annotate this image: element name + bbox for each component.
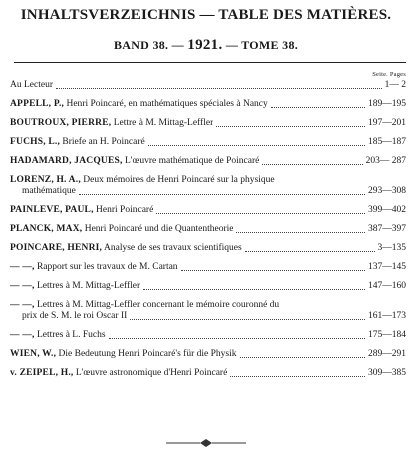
volume-line (0, 37, 412, 54)
toc-entry (10, 262, 406, 273)
entry-author: PLANCK, MAX, (10, 224, 83, 234)
entry-author: FUCHS, L., (10, 137, 61, 147)
entry-pages: 175—184 (368, 330, 406, 340)
entry-title: Briefe an H. Poincaré (62, 137, 145, 147)
leader-dots (230, 375, 365, 377)
leader-dots (79, 193, 365, 195)
leader-dots (236, 231, 365, 233)
entry-title: Lettres à L. Fuchs (36, 330, 106, 340)
toc-entry (10, 349, 406, 360)
entry-pages: 1— 2 (384, 80, 406, 90)
entry-title: Die Bedeutung Henri Poincaré's für die Physik (58, 349, 237, 359)
leader-dots (181, 269, 365, 271)
entry-pages: 161—173 (368, 311, 406, 321)
entry-author: — —, (10, 300, 35, 310)
entry-text (10, 175, 275, 186)
page-title: INHALTSVERZEICHNIS — TABLE DES MATIÈRES. (20, 7, 392, 23)
leader-dots (245, 250, 375, 252)
entry-pages: 399—402 (368, 205, 406, 215)
entry-author: HADAMARD, JACQUES, (10, 156, 123, 166)
pages-column-header: Seite. Pages (372, 71, 406, 78)
leader-dots (143, 288, 365, 290)
toc-entry (10, 300, 406, 322)
entry-pages: 387—397 (368, 224, 406, 234)
entry-text (10, 330, 106, 341)
header-rule (14, 62, 406, 63)
entry-title: Henri Poincaré (96, 205, 154, 215)
entry-title: Rapport sur les travaux de M. Cartan (36, 262, 178, 272)
entry-pages: 309—385 (368, 368, 406, 378)
toc-entry (10, 156, 406, 167)
entry-text (10, 205, 153, 216)
entry-pages: 203— 287 (365, 156, 406, 166)
year-label: 1921. (187, 37, 223, 53)
entry-title: Henri Poincaré und die Quantentheorie (84, 224, 234, 234)
entry-author: — —, (10, 281, 35, 291)
leader-dots (156, 212, 365, 214)
entry-title-cont: prix de S. M. le roi Oscar II (22, 311, 128, 321)
entry-author: POINCARÉ, HENRI, (10, 243, 103, 253)
entry-text (10, 118, 213, 129)
toc-entry (10, 205, 406, 216)
toc-entries (10, 80, 406, 387)
entry-author: PAINLEVÉ, PAUL, (10, 205, 94, 215)
entry-author: LORENZ, H. A., (10, 175, 81, 185)
entry-author: — —, (10, 330, 35, 340)
entry-title-cont: mathématique (22, 186, 76, 196)
entry-title: Analyse de ses travaux scientifiques (104, 243, 242, 253)
toc-entry (10, 137, 406, 148)
entry-text (10, 243, 242, 254)
entry-text (10, 368, 227, 379)
entry-text (10, 80, 53, 91)
entry-text (10, 349, 237, 360)
entry-pages: 289—291 (368, 349, 406, 359)
leader-dots (240, 356, 366, 358)
entry-author: BOUTROUX, PIERRE, (10, 118, 112, 128)
toc-entry (10, 80, 406, 91)
band-label: BAND 38. — (113, 38, 184, 52)
leader-dots (148, 144, 365, 146)
toc-entry (10, 243, 406, 254)
leader-dots (216, 125, 365, 127)
entry-pages: 293—308 (368, 186, 406, 196)
entry-author: WIEN, W., (10, 349, 57, 359)
leader-dots (262, 163, 362, 165)
entry-title: Lettres à M. Mittag-Leffler concernant le mémoire couronné du (36, 300, 280, 310)
toc-entry (10, 330, 406, 341)
tome-label: — TOME 38. (225, 38, 299, 52)
leader-dots (271, 106, 365, 108)
entry-pages: 147—160 (368, 281, 406, 291)
entry-pages: 3—135 (377, 243, 406, 253)
leader-dots (130, 318, 365, 320)
entry-text (10, 137, 145, 148)
entry-pages: 197—201 (368, 118, 406, 128)
entry-text (10, 156, 259, 167)
leader-dots (109, 337, 365, 339)
entry-text (10, 300, 279, 311)
entry-author: — —, (10, 262, 35, 272)
entry-text (10, 281, 140, 292)
entry-pages: 189—195 (368, 99, 406, 109)
entry-text (10, 99, 268, 110)
entry-author: v. ZEIPEL, H., (10, 368, 74, 378)
entry-text (10, 262, 178, 273)
entry-author: APPELL, P., (10, 99, 65, 109)
toc-entry (10, 99, 406, 110)
toc-entry (10, 118, 406, 129)
toc-entry (10, 175, 406, 197)
entry-title: Au Lecteur (10, 80, 53, 90)
entry-title: Deux mémoires de Henri Poincaré sur la physique (83, 175, 275, 185)
ornament-divider (166, 438, 246, 448)
entry-pages: 137—145 (368, 262, 406, 272)
entry-title: Lettres à M. Mittag-Leffler (36, 281, 141, 291)
entry-title: Lettre à M. Mittag-Leffler (113, 118, 214, 128)
entry-text (10, 224, 233, 235)
toc-entry (10, 281, 406, 292)
leader-dots (56, 87, 382, 89)
entry-title: Henri Poincaré, en mathématiques spéciales à Nancy (66, 99, 268, 109)
entry-title: L'œuvre mathématique de Poincaré (124, 156, 260, 166)
toc-entry (10, 224, 406, 235)
entry-pages: 185—187 (368, 137, 406, 147)
toc-entry (10, 368, 406, 379)
entry-title: L'œuvre astronomique d'Henri Poincaré (75, 368, 228, 378)
